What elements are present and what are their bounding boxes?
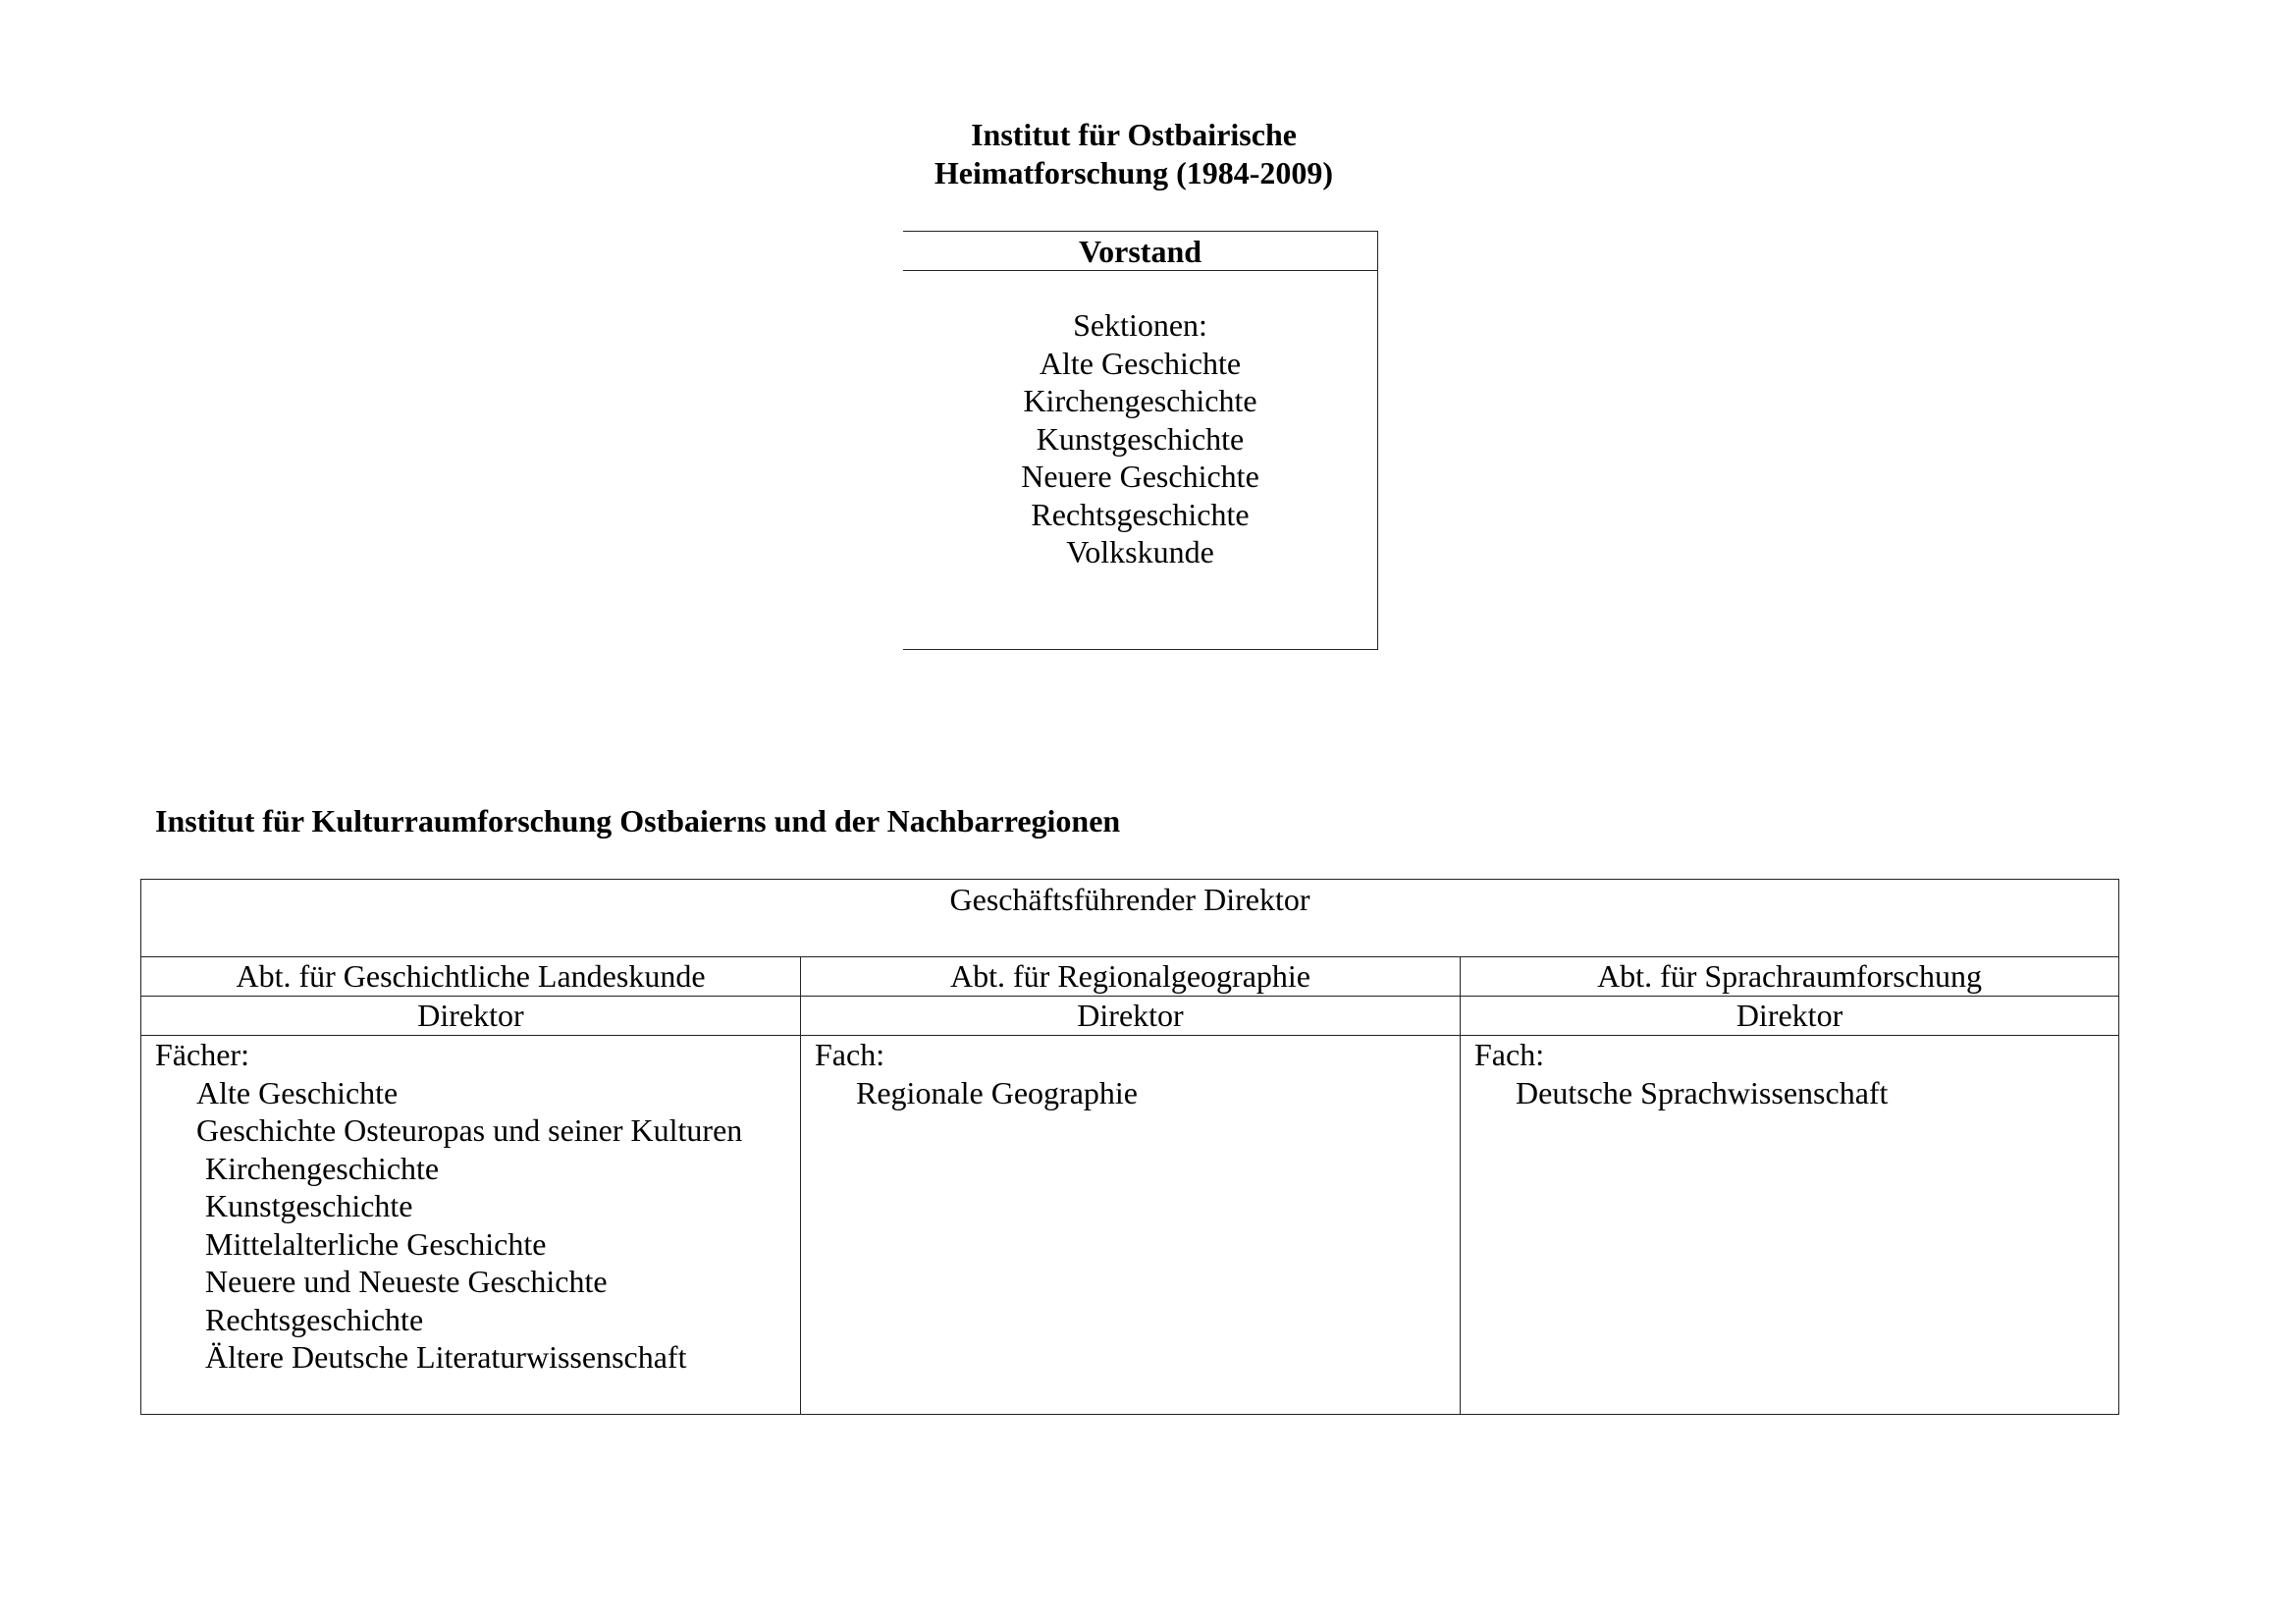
subjects-cell xyxy=(1461,1036,2119,1415)
vorstand-sections xyxy=(903,271,1377,571)
subject-item: Kirchengeschichte xyxy=(205,1150,440,1186)
document-title xyxy=(0,116,2268,192)
subject-item: Alte Geschichte xyxy=(196,1074,399,1110)
section-item: Neuere Geschichte xyxy=(1021,459,1259,494)
document-title-line-2: Heimatforschung (1984-2009) xyxy=(934,155,1334,190)
subject-item: Geschichte Osteuropas und seiner Kulturen xyxy=(196,1112,743,1148)
subjects-label: Fach: xyxy=(815,1037,885,1072)
subject-item: Neuere und Neueste Geschichte xyxy=(205,1264,608,1299)
sections-label: Sektionen: xyxy=(1073,307,1207,343)
subject-item: Regionale Geographie xyxy=(856,1074,1138,1110)
department-name: Abt. für Sprachraumforschung xyxy=(1461,957,2119,997)
section-item: Rechtsgeschichte xyxy=(1031,496,1250,532)
department-head: Direktor xyxy=(1461,997,2119,1036)
director-row xyxy=(141,997,2119,1036)
vorstand-header: Vorstand xyxy=(903,232,1377,271)
document-title-line-1: Institut für Ostbairische xyxy=(971,117,1297,152)
department-head: Direktor xyxy=(141,997,801,1036)
subjects-cell xyxy=(801,1036,1461,1415)
subjects-cell xyxy=(141,1036,801,1415)
managing-director-cell: Geschäftsführender Direktor xyxy=(141,880,2119,957)
subject-item: Deutsche Sprachwissenschaft xyxy=(1516,1074,1889,1110)
department-name: Abt. für Geschichtliche Landeskunde xyxy=(141,957,801,997)
department-row xyxy=(141,957,2119,997)
org-structure-table xyxy=(140,879,2119,1415)
department-name: Abt. für Regionalgeographie xyxy=(801,957,1461,997)
subject-item: Rechtsgeschichte xyxy=(205,1301,424,1337)
section-item: Alte Geschichte xyxy=(1039,345,1242,381)
department-head: Direktor xyxy=(801,997,1461,1036)
vorstand-box xyxy=(903,231,1378,650)
subjects-row xyxy=(141,1036,2119,1415)
subject-item: Ältere Deutsche Literaturwissenschaft xyxy=(205,1339,687,1375)
subject-item: Kunstgeschichte xyxy=(205,1188,413,1223)
subjects-label: Fach: xyxy=(1474,1037,1545,1072)
subject-item: Mittelalterliche Geschichte xyxy=(205,1225,547,1262)
subjects-label: Fächer: xyxy=(155,1037,249,1072)
section-item: Volkskunde xyxy=(1066,534,1214,569)
managing-director-row xyxy=(141,880,2119,957)
section-item: Kirchengeschichte xyxy=(1023,383,1257,418)
section-item: Kunstgeschichte xyxy=(1036,420,1245,457)
institute-heading: Institut für Kulturraumforschung Ostbaierns und der Nachbarregionen xyxy=(155,803,1121,839)
